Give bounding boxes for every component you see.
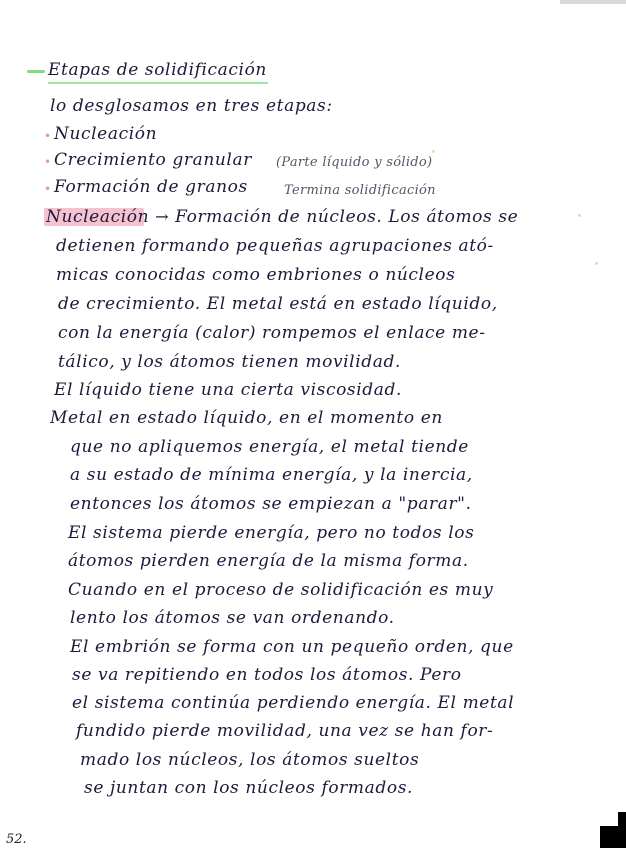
bullet-dot: • <box>44 129 52 143</box>
bullet-dot: • <box>44 182 52 196</box>
body-line: Formación de núcleos. Los átomos se <box>175 207 519 227</box>
body-line: El sistema pierde energía, pero no todos los <box>68 523 475 543</box>
arrow-icon: → <box>155 207 170 226</box>
body-line: fundido pierde movilidad, una vez se han for- <box>76 721 494 741</box>
bullet-dot: • <box>44 155 52 169</box>
title-marker <box>27 70 45 73</box>
stage-3-note: Termina solidificación <box>284 183 436 198</box>
nucleation-line <box>46 207 518 227</box>
ink-speck <box>578 214 581 217</box>
body-line: se juntan con los núcleos formados. <box>84 778 414 798</box>
body-line: se va repitiendo en todos los átomos. Pero <box>72 665 462 685</box>
body-line: mado los núcleos, los átomos sueltos <box>80 750 420 770</box>
scan-edge <box>560 0 626 4</box>
body-line: El líquido tiene una cierta viscosidad. <box>54 380 402 400</box>
stage-2-note: (Parte líquido y sólido) <box>276 155 433 170</box>
stage-1-label: Nucleación <box>54 124 158 144</box>
page-title: Etapas de solidificación <box>48 60 267 80</box>
body-line: detienen formando pequeñas agrupaciones ató- <box>56 236 494 256</box>
body-line: átomos pierden energía de la misma forma. <box>68 551 469 571</box>
stage-2-label: Crecimiento granular <box>54 150 252 170</box>
body-line: Metal en estado líquido, en el momento en <box>50 408 443 428</box>
body-line: de crecimiento. El metal está en estado líquido, <box>58 294 498 314</box>
body-line: el sistema continúa perdiendo energía. El metal <box>72 693 515 713</box>
body-line: a su estado de mínima energía, y la inercia, <box>70 465 473 485</box>
body-line: micas conocidas como embriones o núcleos <box>56 265 456 285</box>
highlight-term: Nucleación <box>46 207 150 227</box>
scan-corner-mark <box>618 812 626 848</box>
ink-speck <box>595 262 598 265</box>
body-line: tálico, y los átomos tienen movilidad. <box>58 352 401 372</box>
body-line: que no apliquemos energía, el metal tiende <box>70 437 469 457</box>
stage-3-label: Formación de granos <box>54 177 248 197</box>
body-line: entonces los átomos se empiezan a "parar". <box>70 494 472 514</box>
body-line: con la energía (calor) rompemos el enlace me- <box>58 323 486 343</box>
scan-corner-mark <box>600 826 618 848</box>
body-line: Cuando en el proceso de solidificación es muy <box>68 580 494 600</box>
body-line: El embrión se forma con un pequeño orden, que <box>70 637 514 657</box>
page-number: 52. <box>6 832 27 847</box>
body-line: lento los átomos se van ordenando. <box>70 608 395 628</box>
title-underline <box>48 82 268 84</box>
ink-speck <box>432 150 435 153</box>
intro-line: lo desglosamos en tres etapas: <box>50 96 333 116</box>
